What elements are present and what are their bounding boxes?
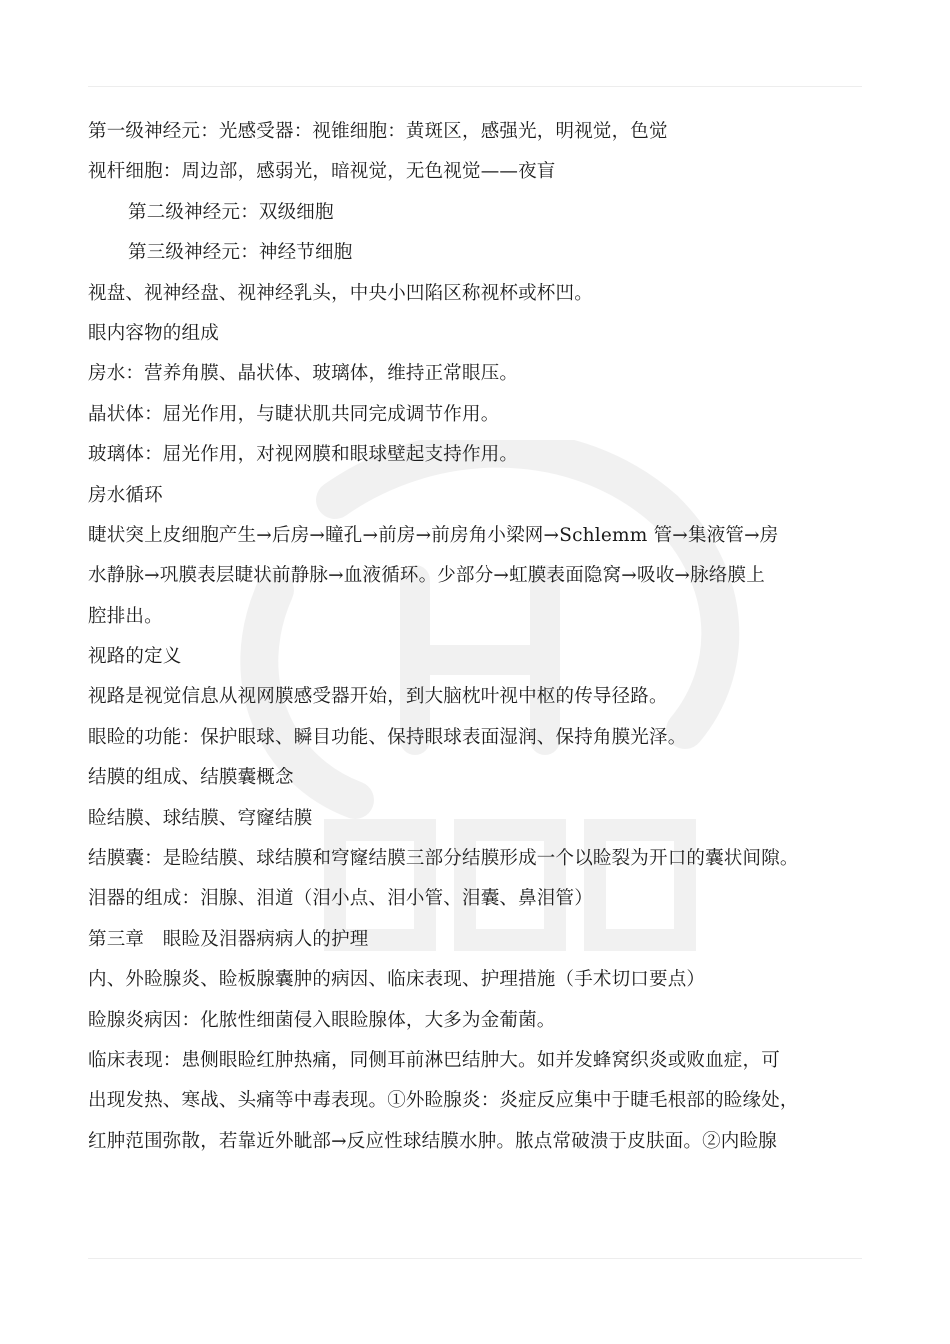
text-line: 玻璃体：屈光作用，对视网膜和眼球壁起支持作用。 [88, 444, 519, 466]
text-line: 出现发热、寒战、头痛等中毒表现。①外睑腺炎：炎症反应集中于睫毛根部的睑缘处， [88, 1090, 799, 1112]
text-line: 眼睑的功能：保护眼球、瞬目功能、保持眼球表面湿润、保持角膜光泽。 [88, 726, 687, 748]
text-line: 视盘、视神经盘、视神经乳头，中央小凹陷区称视杯或杯凹。 [88, 282, 593, 304]
text-line: 第三级神经元：神经节细胞 [128, 242, 353, 264]
text-line: 临床表现：患侧眼睑红肿热痛，同侧耳前淋巴结肿大。如并发蜂窝织炎或败血症，可 [88, 1049, 780, 1071]
text-line: 内、外睑腺炎、睑板腺囊肿的病因、临床表现、护理措施（手术切口要点） [88, 969, 706, 991]
text-line: 眼内容物的组成 [88, 322, 219, 344]
text-line: 房水循环 [88, 484, 163, 506]
text-line: 红肿范围弥散，若靠近外眦部→反应性球结膜水肿。脓点常破溃于皮肤面。②内睑腺 [88, 1130, 777, 1152]
text-line: 第一级神经元：光感受器：视锥细胞：黄斑区，感强光，明视觉，色觉 [88, 121, 668, 142]
text-line: 视路是视觉信息从视网膜感受器开始，到大脑枕叶视中枢的传导径路。 [88, 686, 668, 708]
text-line: 视路的定义 [88, 646, 182, 668]
text-line: 房水：营养角膜、晶状体、玻璃体，维持正常眼压。 [88, 363, 519, 385]
text-line: 睫状突上皮细胞产生→后房→瞳孔→前房→前房角小梁网→Schlemm 管→集液管→房 [88, 524, 779, 546]
text-line: 泪器的组成：泪腺、泪道（泪小点、泪小管、泪囊、鼻泪管） [88, 888, 593, 910]
text-line: 第三章 眼睑及泪器病病人的护理 [88, 928, 369, 950]
text-line: 睑腺炎病因：化脓性细菌侵入眼睑腺体，大多为金葡菌。 [88, 1009, 556, 1031]
text-line: 第二级神经元：双级细胞 [128, 201, 334, 223]
text-line: 结膜的组成、结膜囊概念 [88, 767, 294, 789]
text-line: 视杆细胞：周边部，感弱光，暗视觉，无色视觉——夜盲 [88, 161, 556, 183]
text-line: 晶状体：屈光作用，与睫状肌共同完成调节作用。 [88, 403, 500, 425]
text-line: 水静脉→巩膜表层睫状前静脉→血液循环。少部分→虹膜表面隐窝→吸收→脉络膜上 [88, 565, 765, 587]
text-line: 结膜囊：是睑结膜、球结膜和穹窿结膜三部分结膜形成一个以睑裂为开口的囊状间隙。 [88, 848, 799, 870]
footer-rule [88, 1258, 862, 1259]
header-rule [88, 86, 862, 87]
document-body [88, 112, 878, 1162]
text-line: 睑结膜、球结膜、穹窿结膜 [88, 807, 313, 829]
text-line: 腔排出。 [88, 605, 163, 627]
